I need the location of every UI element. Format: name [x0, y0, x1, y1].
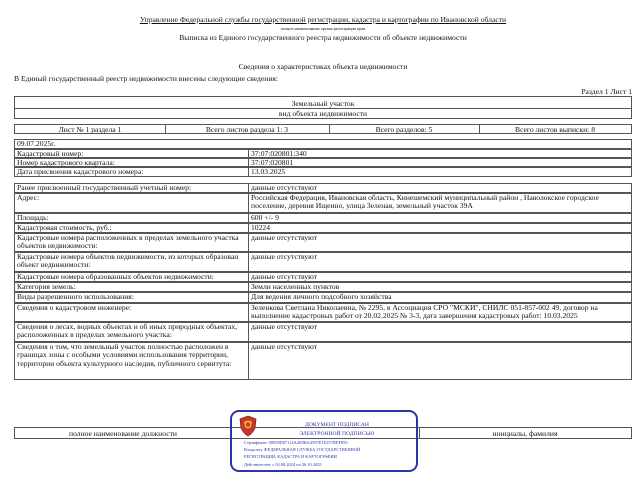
- cadastral-number-row: [14, 149, 632, 158]
- property-row: [14, 183, 632, 193]
- property-label: Кадастровые номера расположенных в пределах земельного участка объектов недвижимости:: [17, 233, 239, 251]
- stamp-owner: Владелец: ФЕДЕРАЛЬНАЯ СЛУЖБА ГОСУДАРСТВЕННОЙ: [244, 447, 361, 452]
- object-type-caption: вид объекта недвижимости: [278, 109, 368, 118]
- assign-date-value: 13.03.2025: [251, 167, 286, 176]
- cadastral-quarter-row: [14, 158, 632, 167]
- property-label: Ранее присвоенный государственный учетный номер:: [17, 183, 192, 192]
- land-category-value: Земли населенных пунктов: [251, 282, 340, 291]
- assign-date-row: [14, 167, 632, 177]
- property-value: данные отсутствуют: [251, 183, 318, 192]
- sheet-number: Лист № 1 раздела 1: [58, 125, 122, 134]
- cadastral-quarter-value: 37:07:020801: [251, 158, 294, 167]
- stamp-validity: Действителен: с 02.08.2024 по 26.10.2025: [244, 462, 322, 467]
- position-caption: полное наименование должности: [69, 429, 177, 438]
- emblem-icon: [238, 415, 258, 437]
- object-type: Земельный участок: [291, 99, 355, 108]
- sheet-info-row: [14, 124, 632, 134]
- property-value: данные отсутствуют: [251, 233, 318, 242]
- property-row: [14, 292, 632, 303]
- property-value: данные отсутствуют: [251, 322, 318, 331]
- authority-caption: полное наименование органа регистрации прав: [280, 26, 366, 31]
- cadastral-number-label: Кадастровый номер:: [17, 149, 84, 158]
- property-row: [14, 303, 632, 322]
- property-row: [14, 272, 632, 282]
- property-value: данные отсутствуют: [251, 342, 318, 351]
- stamp-owner-2: РЕГИСТРАЦИИ, КАДАСТРА И КАРТОГРАФИИ: [244, 454, 337, 459]
- property-row: [14, 213, 632, 223]
- object-type-box: [14, 96, 632, 119]
- cadastral-quarter-label: Номер кадастрового квартала:: [17, 158, 115, 167]
- address-value: Российская Федерация, Ивановская область, Кинешемский муниципальный район , Наволокское городское поселение, деревня Ищеино, улица Зеленая, земельный участок 39А: [251, 193, 599, 211]
- property-label: Сведения о том, что земельный участок полностью расположен в границах зоны с особыми условиями использования территории, территории объекта культурного наследия, публичного сервитута:: [17, 342, 232, 368]
- stamp-certificate: Сертификат: 00958D07114A2E8BA4597E1E257BEF850: [244, 440, 348, 445]
- property-value: данные отсутствуют: [251, 272, 318, 281]
- property-label: Адрес:: [17, 193, 40, 202]
- sections-count: Всего разделов: 5: [375, 125, 433, 134]
- total-sheets: Всего листов выписки: 8: [515, 125, 595, 134]
- property-row: [14, 252, 632, 272]
- cadastral-engineer-value: Зеленкова Светлана Николаевна, № 2295, в Ассоциация СРО "МСКИ", СНИЛС 051-857-002 49, договор на выполнение кадастровых работ от 20.02.2025 № 3-3, дата завершения кадастровых работ: 10.03.2025: [251, 303, 598, 321]
- property-label: Сведения о лесах, водных объектах и об иных природных объектах, расположенных в пределах земельного участка:: [17, 322, 238, 340]
- section-label: Раздел 1 Лист 1: [581, 87, 632, 96]
- property-label: Кадастровые номера образованных объектов недвижимости:: [17, 272, 214, 281]
- stamp-line2: ЭЛЕКТРОННОЙ ПОДПИСЬЮ: [299, 431, 375, 437]
- document-title: Выписка из Единого государственного реестра недвижимости об объекте недвижимости: [179, 33, 467, 42]
- property-label: Кадастровые номера объектов недвижимости, из которых образован объект недвижимости:: [17, 252, 239, 270]
- property-value: данные отсутствуют: [251, 252, 318, 261]
- assign-date-label: Дата присвоения кадастрового номера:: [17, 167, 144, 176]
- property-label: Виды разрешенного использования:: [17, 292, 134, 301]
- property-row: [14, 233, 632, 252]
- property-row: [14, 223, 632, 233]
- extract-date-row: [14, 139, 632, 149]
- total-sheets-section: Всего листов раздела 1: 3: [205, 125, 289, 134]
- property-row: [14, 282, 632, 292]
- property-label: Сведения о кадастровом инженере:: [17, 303, 132, 312]
- authority-name: Управление Федеральной службы государственной регистрации, кадастра и картографии по Ивановской области: [139, 15, 507, 24]
- section-title: Сведения о характеристиках объекта недвижимости: [238, 62, 408, 71]
- initials-caption: инициалы, фамилия: [492, 429, 558, 438]
- property-label: Кадастровая стоимость, руб.:: [17, 223, 112, 232]
- property-label: Площадь:: [17, 213, 49, 222]
- area-value: 600 +/- 9: [251, 213, 279, 222]
- property-row: [14, 193, 632, 213]
- property-row: [14, 322, 632, 342]
- intro-text: В Единый государственный реестр недвижимости внесены следующие сведения:: [14, 74, 278, 83]
- cadastral-value: 10224: [251, 223, 270, 232]
- cadastral-number-value: 37:07:020801:340: [251, 149, 307, 158]
- property-row: [14, 342, 632, 380]
- property-label: Категория земель:: [17, 282, 76, 291]
- stamp-line1: ДОКУМЕНТ ПОДПИСАН: [305, 422, 369, 428]
- permitted-use-value: Для ведения личного подсобного хозяйства: [251, 292, 392, 301]
- electronic-signature-stamp: [230, 410, 418, 472]
- extract-date: 09.07.2025г.: [17, 139, 56, 148]
